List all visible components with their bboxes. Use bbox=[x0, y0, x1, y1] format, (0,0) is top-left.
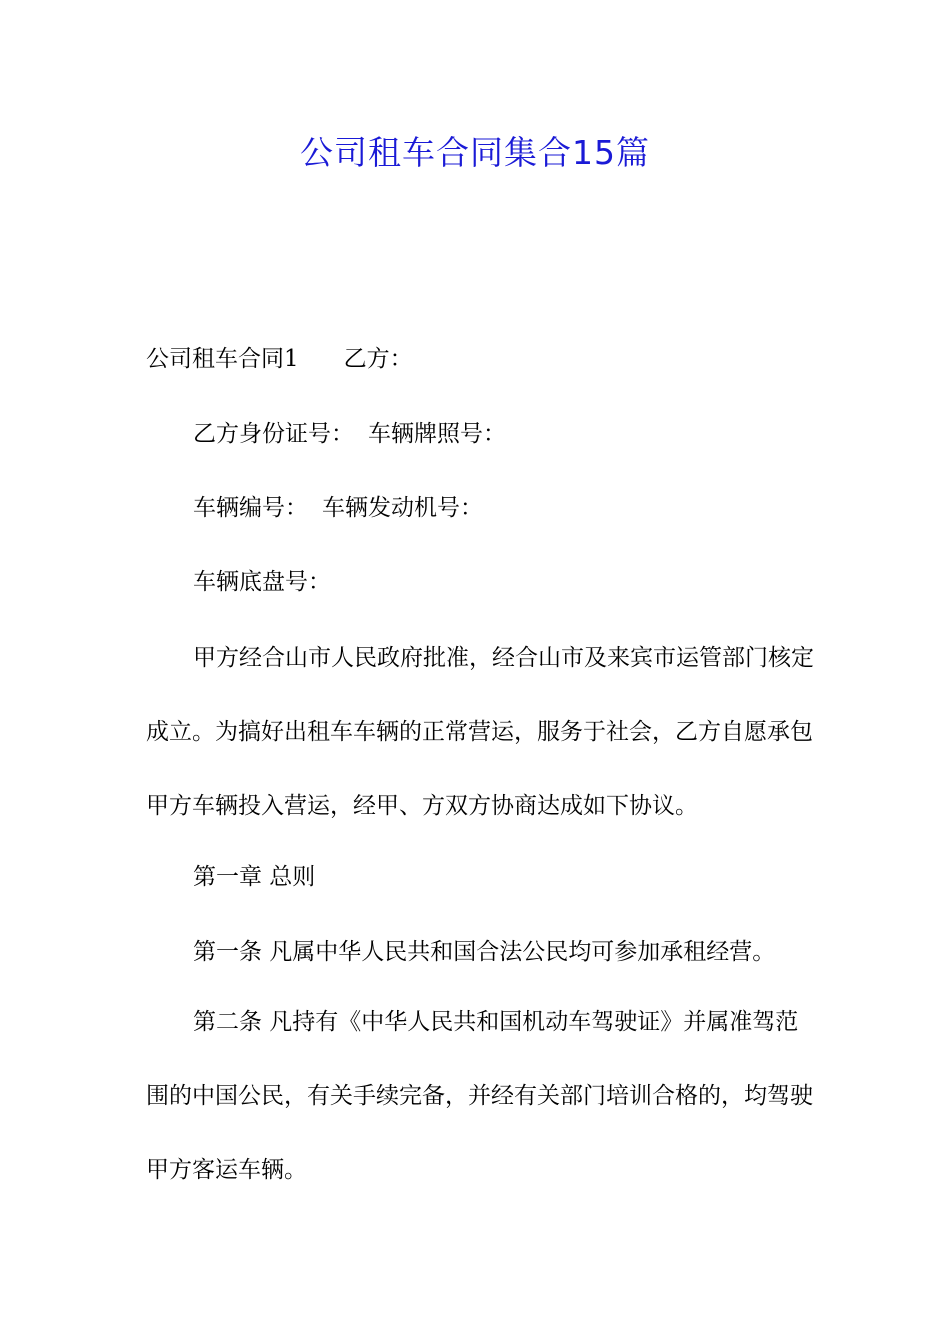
document-title: 公司租车合同集合15篇 bbox=[300, 133, 650, 172]
contract-number: 公司租车合同1 bbox=[146, 346, 299, 372]
vehicle-number-label: 车辆编号： bbox=[193, 495, 308, 521]
article-1: 第一条 凡属中华人民共和国合法公民均可参加承租经营。 bbox=[193, 939, 776, 965]
article-2: 第二条 凡持有《中华人民共和国机动车驾驶证》并属准驾范围的中国公民，有关手续完备，并经有关部门培训合格的，均驾驶甲方客运车辆。 bbox=[146, 1009, 813, 1183]
chassis-line: 车辆底盘号： bbox=[193, 569, 331, 595]
engine-number-label: 车辆发动机号： bbox=[322, 495, 483, 521]
vehicle-engine-line bbox=[193, 490, 853, 526]
plate-number-label: 车辆牌照号： bbox=[368, 421, 506, 447]
chapter-heading: 第一章 总则 bbox=[193, 864, 316, 890]
party-b-id-label: 乙方身份证号： bbox=[193, 421, 354, 447]
id-plate-line bbox=[193, 416, 853, 452]
intro-paragraph: 甲方经合山市人民政府批准，经合山市及来宾市运管部门核定成立。为搞好出租车车辆的正常营运，服务于社会，乙方自愿承包甲方车辆投入营运，经甲、方双方协商达成如下协议。 bbox=[146, 645, 814, 819]
party-b-label: 乙方： bbox=[343, 346, 413, 372]
contract-header-line bbox=[146, 341, 806, 377]
